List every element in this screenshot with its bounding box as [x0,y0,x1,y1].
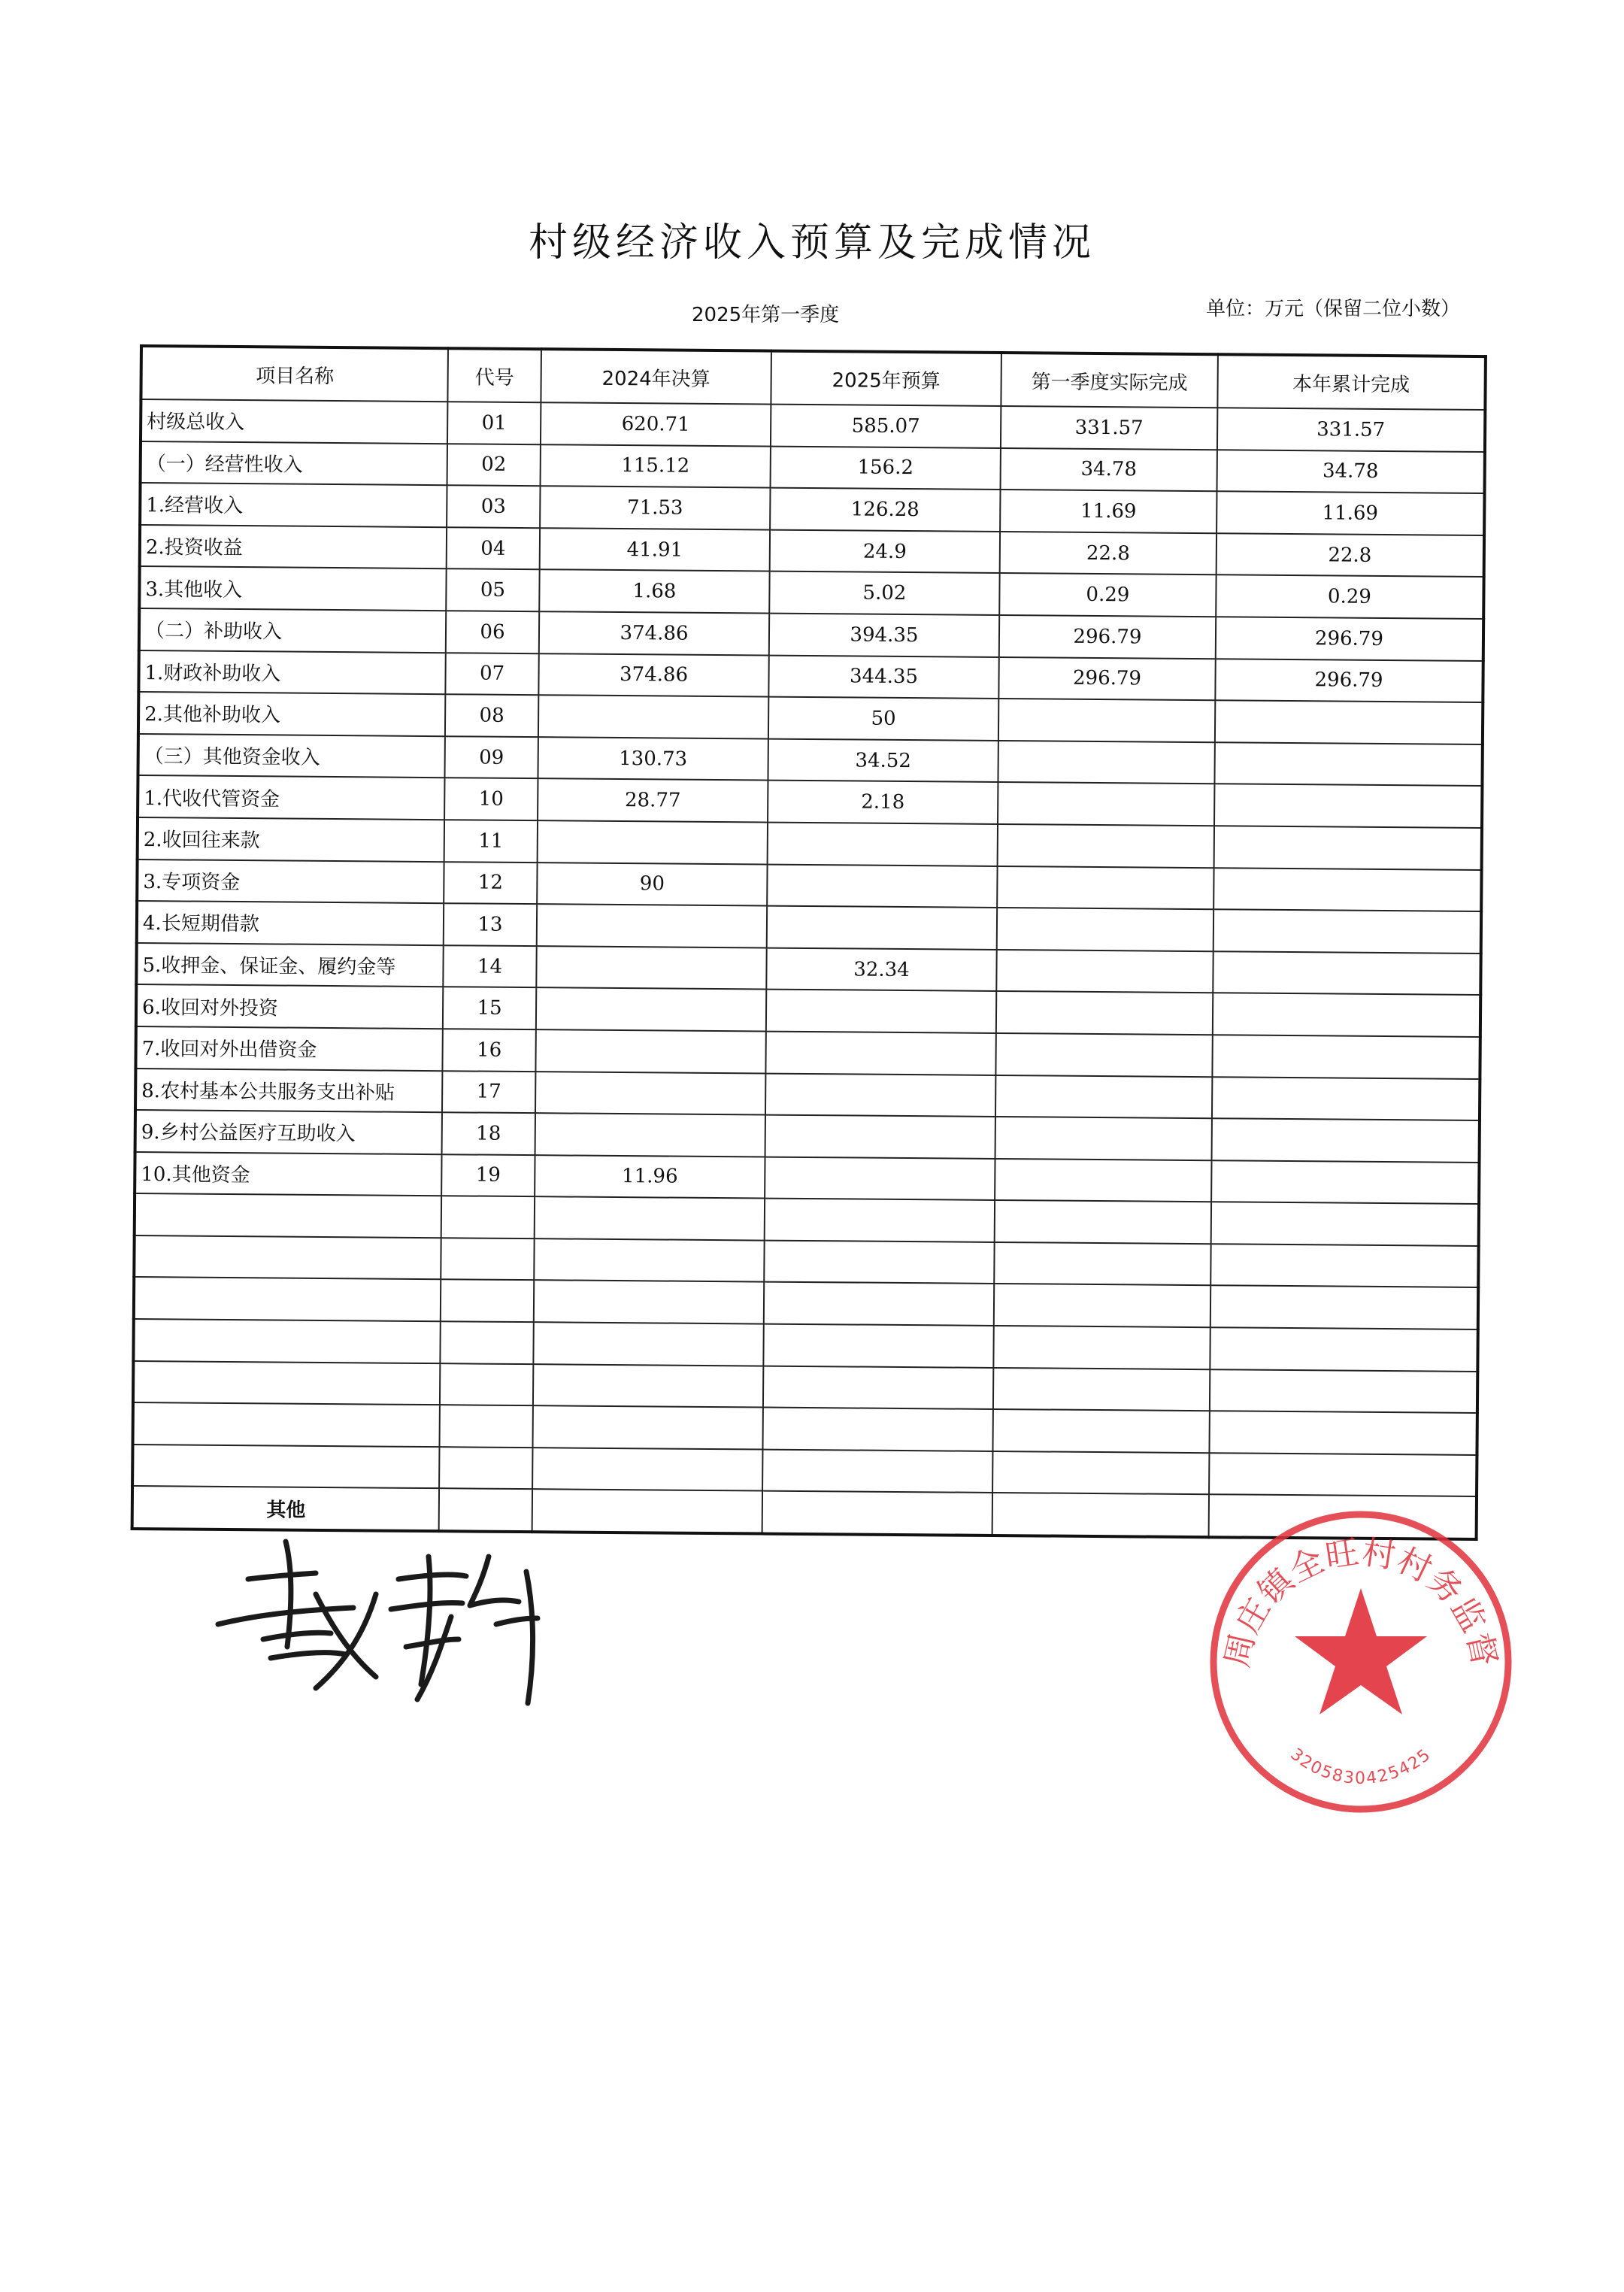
cell-code: 15 [443,987,536,1030]
cell-q1-actual [993,1326,1210,1369]
cell-ytd-total [1210,1327,1477,1371]
cell-2025-budget [766,990,996,1033]
cell-code [440,1321,533,1364]
cell-q1-actual: 331.57 [1001,406,1217,450]
svg-text:3205830425425 [1286,1745,1435,1788]
cell-2025-budget [762,1449,992,1493]
header-q1-actual: 第一季度实际完成 [1001,353,1218,408]
cell-2024-final: 71.53 [540,486,770,529]
cell-q1-actual [996,950,1213,993]
cell-code: 01 [447,402,541,444]
table-cell [439,1489,532,1533]
cell-ytd-total [1213,868,1481,911]
signature-strokes [203,1526,549,1722]
cell-ytd-total [1213,993,1480,1037]
cell-code: 17 [442,1071,535,1114]
cell-q1-actual [998,741,1214,784]
cell-2024-final: 115.12 [541,444,771,488]
cell-2024-final [538,820,768,864]
cell-item-name [134,1235,441,1280]
cell-q1-actual [995,1117,1212,1160]
cell-item-name: 1.经营收入 [140,483,447,527]
cell-code: 19 [441,1154,535,1197]
cell-q1-actual [995,1033,1212,1077]
cell-2025-budget [765,1073,995,1117]
cell-2025-budget: 34.52 [768,738,998,782]
header-2025-budget: 2025年预算 [771,351,1001,406]
cell-item-name: 1.财政补助收入 [138,650,445,695]
seal-graphic [1203,1504,1519,1820]
cell-ytd-total [1209,1411,1477,1454]
cell-item-name: 2.投资收益 [140,525,447,569]
cell-q1-actual [997,908,1213,951]
table-cell [992,1493,1209,1537]
cell-ytd-total: 296.79 [1215,659,1483,702]
report-table-container [131,344,1484,1541]
cell-code: 07 [445,653,538,696]
cell-code: 16 [442,1029,535,1072]
cell-item-name: 9.乡村公益医疗互助收入 [135,1110,442,1154]
cell-ytd-total [1212,1118,1480,1162]
cell-ytd-total: 296.79 [1216,617,1483,660]
cell-code [441,1196,535,1238]
header-code: 代号 [447,348,541,402]
cell-item-name: （二）补助收入 [139,608,446,653]
cell-ytd-total: 34.78 [1217,450,1485,493]
cell-2025-budget: 24.9 [770,529,1000,573]
report-period: 2025年第一季度 [692,304,840,326]
cell-ytd-total [1213,951,1480,995]
cell-2025-budget [765,1031,995,1075]
cell-item-name: 3.专项资金 [137,860,444,904]
cell-2024-final [535,1196,765,1240]
cell-2024-final [534,1238,764,1282]
cell-ytd-total: 331.57 [1217,408,1485,451]
cell-q1-actual [995,1075,1212,1118]
cell-code [440,1363,533,1406]
cell-q1-actual [992,1451,1209,1495]
cell-code: 14 [443,945,536,988]
cell-q1-actual: 0.29 [999,573,1216,617]
cell-2025-budget: 585.07 [771,405,1001,448]
table-body [132,399,1485,1496]
cell-2025-budget [764,1282,994,1326]
cell-2025-budget [763,1366,993,1409]
header-ytd-total: 本年累计完成 [1217,354,1486,410]
cell-q1-actual: 34.78 [1001,448,1217,492]
cell-code [439,1447,532,1490]
cell-ytd-total [1214,742,1482,786]
income-table [131,344,1487,1541]
cell-2024-final: 374.86 [539,611,769,655]
cell-2024-final [535,1029,765,1073]
cell-ytd-total [1211,1160,1479,1204]
cell-2024-final: 28.77 [538,779,768,823]
cell-item-name: 4.长短期借款 [137,901,444,945]
cell-code: 05 [446,569,539,612]
cell-2024-final: 11.96 [535,1155,765,1199]
cell-item-name [133,1361,440,1405]
cell-code [441,1280,534,1323]
cell-q1-actual [995,1200,1211,1244]
cell-ytd-total: 0.29 [1216,575,1483,619]
cell-2025-budget: 50 [768,697,998,741]
cell-code: 13 [444,903,537,946]
cell-2024-final [536,946,766,990]
table-cell [762,1491,992,1536]
cell-item-name [134,1277,441,1321]
cell-q1-actual [993,1368,1210,1411]
cell-2024-final [538,695,768,738]
cell-code: 10 [444,778,538,821]
cell-q1-actual: 22.8 [1000,532,1216,575]
cell-q1-actual: 296.79 [999,615,1216,659]
cell-2024-final [532,1405,762,1449]
cell-q1-actual [998,699,1215,742]
cell-2025-budget: 5.02 [769,571,999,615]
cell-q1-actual: 11.69 [1000,490,1216,533]
cell-item-name: （三）其他资金收入 [138,734,444,778]
cell-code: 06 [446,611,539,653]
cell-ytd-total [1212,1035,1480,1078]
cell-2024-final [535,1113,765,1157]
cell-2024-final: 620.71 [541,402,771,446]
cell-2025-budget [765,1199,995,1242]
cell-ytd-total [1214,784,1482,828]
cell-ytd-total [1213,909,1481,953]
cell-item-name [135,1193,441,1238]
cell-q1-actual [996,991,1213,1035]
cell-item-name: 6.收回对外投资 [136,984,443,1029]
cell-code: 03 [447,485,540,528]
cell-2024-final: 130.73 [538,737,768,781]
cell-ytd-total [1210,1369,1477,1413]
cell-2025-budget: 344.35 [768,655,998,699]
document-title: 村级经济收入预算及完成情况 [528,220,1095,265]
cell-q1-actual: 296.79 [998,657,1215,701]
cell-code: 02 [447,444,541,487]
cell-2025-budget [763,1324,993,1368]
cell-2024-final [532,1448,762,1491]
cell-item-name [133,1402,440,1447]
cell-q1-actual [998,782,1214,826]
cell-ytd-total: 22.8 [1216,533,1484,577]
cell-q1-actual [998,824,1214,868]
cell-item-name: 1.代收代管资金 [138,775,444,820]
cell-2025-budget [768,823,998,866]
cell-2025-budget: 156.2 [771,446,1001,490]
cell-item-name: （一）经营性收入 [141,441,447,486]
cell-ytd-total [1210,1286,1478,1329]
cell-code: 18 [442,1112,535,1155]
cell-item-name [133,1319,440,1363]
footer-label: 其他 [132,1486,439,1531]
cell-q1-actual [994,1284,1210,1327]
cell-item-name: 10.其他资金 [135,1152,441,1196]
cell-ytd-total [1209,1453,1477,1496]
seal-number: 3205830425425 [1286,1745,1435,1789]
cell-ytd-total [1211,1202,1479,1246]
cell-ytd-total [1210,1244,1478,1287]
cell-2025-budget: 32.34 [766,947,996,991]
cell-code [439,1405,532,1448]
cell-q1-actual [997,866,1213,910]
cell-2025-budget [765,1115,995,1159]
cell-ytd-total [1214,826,1482,869]
cell-q1-actual [995,1159,1211,1202]
cell-2024-final: 374.86 [538,653,768,697]
cell-item-name: 3.其他收入 [139,566,446,611]
cell-2025-budget [762,1408,992,1451]
header-2024-final: 2024年决算 [541,349,771,404]
cell-2024-final [533,1322,763,1366]
header-item-name: 项目名称 [141,346,448,402]
cell-2024-final [537,904,767,947]
cell-ytd-total: 11.69 [1216,491,1484,535]
cell-2025-budget: 394.35 [769,614,999,657]
cell-item-name: 8.农村基本公共服务支出补贴 [135,1068,442,1112]
cell-item-name: 7.收回对外出借资金 [135,1026,442,1071]
cell-2024-final: 1.68 [539,570,769,614]
cell-code: 12 [444,862,537,905]
cell-2025-budget [767,906,997,950]
cell-q1-actual [994,1242,1210,1286]
cell-item-name: 2.其他补助收入 [138,692,445,736]
cell-item-name: 2.收回往来款 [138,817,444,862]
unit-note: 单位：万元（保留二位小数） [1205,298,1460,320]
cell-code: 04 [447,527,540,570]
cell-2025-budget [765,1157,995,1200]
cell-2025-budget [764,1240,994,1284]
cell-2025-budget [767,864,997,908]
cell-code: 11 [444,820,538,863]
cell-q1-actual [992,1409,1209,1453]
cell-code: 09 [444,736,538,779]
cell-ytd-total [1215,700,1483,744]
cell-2024-final [535,1072,765,1115]
cell-2025-budget: 126.28 [770,488,1000,532]
cell-2024-final: 41.91 [540,528,770,571]
seal-text: 周庄镇全旺村村务监督 [1217,1533,1504,1671]
cell-code: 08 [445,694,538,737]
cell-2025-budget: 2.18 [768,781,998,824]
cell-2024-final [536,987,766,1031]
handwritten-signature [203,1526,549,1725]
cell-item-name: 5.收押金、保证金、履约金等 [136,943,443,987]
cell-ytd-total [1212,1077,1480,1120]
cell-2024-final [534,1281,764,1324]
cell-2024-final [533,1364,763,1408]
table-cell [532,1490,762,1534]
cell-code [441,1238,534,1281]
cell-item-name: 村级总收入 [141,399,447,444]
cell-2024-final: 90 [537,863,767,906]
cell-item-name [132,1445,439,1489]
official-seal [1203,1504,1519,1823]
